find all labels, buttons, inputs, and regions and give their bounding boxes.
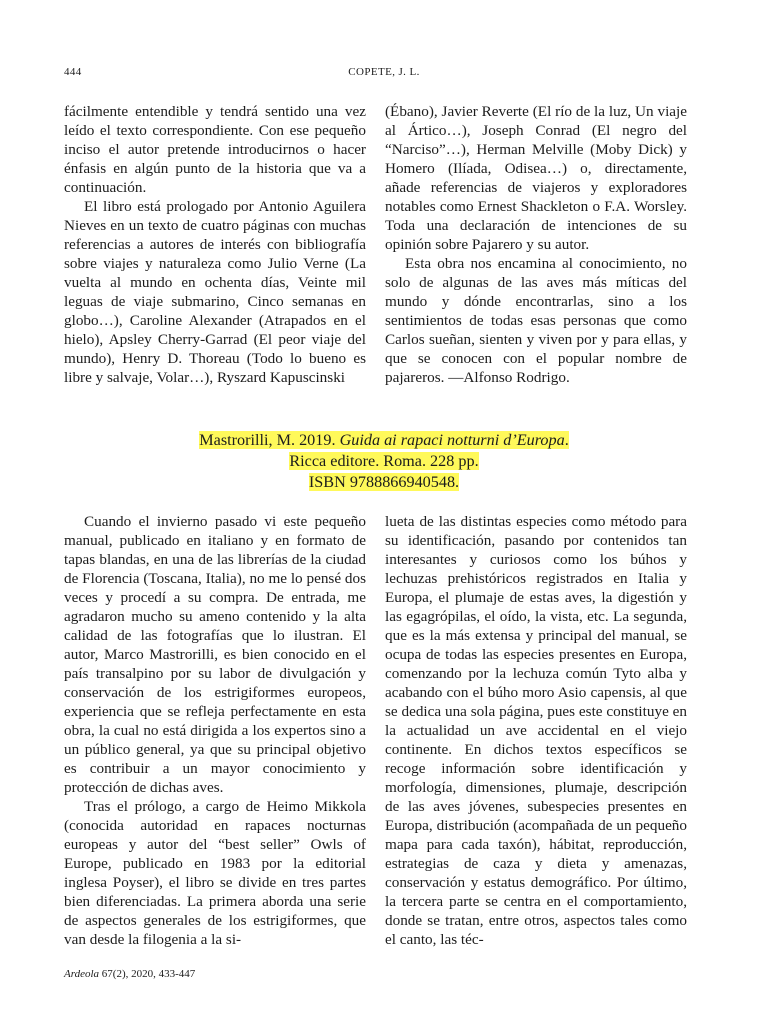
author-year: Mastrorilli, M. 2019. <box>199 431 336 449</box>
isbn: ISBN 9788866940548. <box>308 473 460 491</box>
paragraph: Esta obra nos encamina al conocimiento, no solo de algunas de las aves más míticas del mundo y dónde encontrarlas, sino a los sentimientos de todas esas personas que como Carlos sueñan, sienten y viven por y para ellas, y que se conocen con el popular nombre de pajareros. —Alfonso Rodrigo. <box>385 255 687 386</box>
previous-review-left-column <box>64 102 366 387</box>
paragraph: Cuando el invierno pasado vi este pequeño manual, publicado en italiano y en formato de tapas blandas, en una de las librerías de la ciudad de Florencia (Toscana, Italia), no me lo pensé dos veces y procedí a su compra. De entrada, me agradaron mucho su ameno contenido y la alta calidad de las fotografías que lo ilustran. El autor, Marco Mastrorilli, es bien conocido en el país transalpino por su labor de divulgación y conservación de los estrigiformes europeos, experiencia que se refleja perfectamente en esta obra, la cual no está dirigida a los expertos sino a un público general, ya que su principal objetivo es contribuir a un mayor conocimiento y protección de dichas aves. <box>64 513 366 796</box>
book-title: Guida ai rapaci notturni d’Europa <box>339 431 565 449</box>
page-number: 444 <box>64 66 82 78</box>
paragraph: El libro está prologado por Antonio Aguilera Nieves en un texto de cuatro páginas con muchas referencias a autores de interés con bibliografía sobre viajes y naturaleza como Julio Verne (La vuelta al mundo en ochenta días, Veinte mil leguas de viaje submarino, Cinco semanas en globo…), Caroline Alexander (Atrapados en el hielo), Apsley Cherry-Garrad (El peor viaje del mundo), Henry D. Thoreau (Todo lo bueno es libre y salvaje, Volar…), Ryszard Kapuscinski <box>64 198 366 386</box>
journal-citation: 67(2), 2020, 433-447 <box>99 968 196 980</box>
running-head: COPETE, J. L. <box>348 66 420 78</box>
reviewed-book-citation <box>64 430 704 493</box>
citation-line-3 <box>64 472 704 493</box>
paragraph: (Ébano), Javier Reverte (El río de la luz, Un viaje al Ártico…), Joseph Conrad (El negro del “Narciso”…), Herman Melville (Moby Dick) y Homero (Ilíada, Odisea…) o, directamente, añade referencias de viajeros y exploradores notables como Ernest Shackleton o F.A. Worsley. Toda una declaración de intenciones de su opinión sobre Pajarero y su autor. <box>385 103 687 253</box>
citation-line-2 <box>64 451 704 472</box>
citation-line-1: Mastrorilli, M. 2019. Guida ai rapaci notturni d’Europa. <box>199 431 569 449</box>
review-right-column <box>385 512 687 949</box>
publisher: Ricca editore. Roma. 228 pp. <box>289 452 479 470</box>
paragraph: Tras el prólogo, a cargo de Heimo Mikkola (conocida autoridad en rapaces nocturnas europeas y autor del “best seller” Owls of Europe, publicado en 1983 por la editorial inglesa Poyser), el libro se divide en tres partes bien diferenciadas. La primera aborda una serie de aspectos generales de los estrigiformes, que van desde la filogenia a la si- <box>64 798 366 948</box>
previous-review-right-column <box>385 102 687 387</box>
review-left-column <box>64 512 366 949</box>
journal-name: Ardeola <box>64 968 100 980</box>
paragraph: lueta de las distintas especies como método para su identificación, pasando por contenidos tan interesantes y curiosos como los búhos y lechuzas prehistóricos registrados en Italia y Europa, el plumaje de estas aves, la digestión y las egagrópilas, el oído, la vista, etc. La segunda, que es la más extensa y principal del manual, se ocupa de todas las especies presentes en Europa, comenzando por la lechuza común Tyto alba y acabando con el búho moro Asio capensis, al que se dedica una sola página, pues este constituye en la actualidad un ave accidental en el viejo continente. En dichos textos específicos se recoge información sobre identificación y morfología, dimensiones, plumaje, descripción de las aves jóvenes, subespecies presentes en Europa, distribución (acompañada de un pequeño mapa para cada taxón), hábitat, reproducción, estrategias de caza y dieta y amenazas, conservación y estatus demográfico. Por último, la tercera parte se centra en el comportamiento, donde se tratan, entre otros, aspectos tales como el canto, las téc- <box>385 513 687 948</box>
page-footer <box>64 968 195 980</box>
paragraph: fácilmente entendible y tendrá sentido una vez leído el texto correspondiente. Con ese pequeño inciso el autor pretende introducirnos o hacer énfasis en algún punto de la historia que va a continuación. <box>64 103 366 196</box>
page-header <box>64 66 704 82</box>
